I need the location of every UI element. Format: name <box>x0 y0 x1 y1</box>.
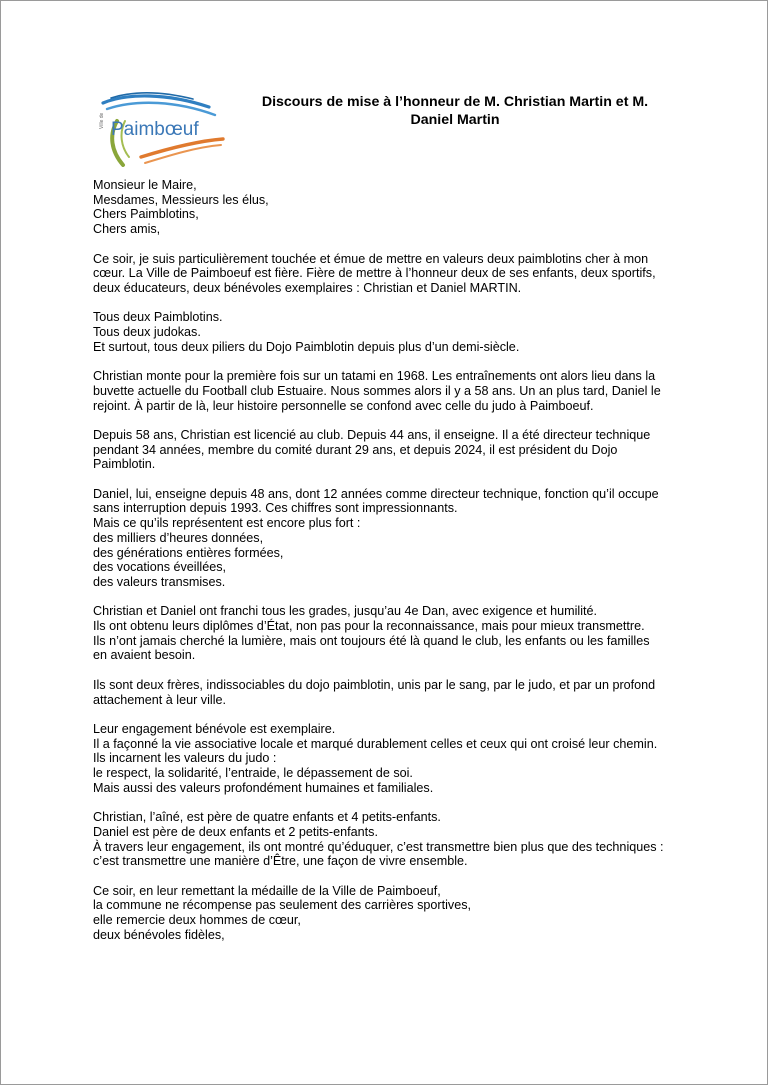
paragraph-intro <box>93 252 693 296</box>
text-line: Chers Paimblotins, <box>93 207 199 222</box>
page-title <box>233 94 677 129</box>
title-line-1: Discours de mise à l’honneur de M. Christian Martin et M. <box>261 94 649 110</box>
text-line: rejoint. À partir de là, leur histoire personnelle se confond avec celle du judo à Paimboeuf. <box>93 398 594 413</box>
text-line: Leur engagement bénévole est exemplaire. <box>93 721 336 736</box>
text-line: Mais aussi des valeurs profondément humaines et familiales. <box>93 780 434 795</box>
paragraph-family <box>93 810 693 869</box>
text-line: buvette actuelle du Football club Estuaire. Nous sommes alors il y a 58 ans. Un an plus tard, Daniel le <box>93 383 661 398</box>
paimboeuf-logo <box>97 91 227 167</box>
text-line: Ils n’ont jamais cherché la lumière, mais ont toujours été là quand le club, les enfants ou les familles <box>93 633 650 648</box>
paragraph-christian <box>93 428 693 472</box>
text-line: des générations entières formées, <box>93 545 284 560</box>
text-line: cœur. La Ville de Paimboeuf est fière. Fière de mettre à l’honneur deux de ses enfants, deux sportifs, <box>93 266 656 281</box>
paragraph-grades <box>93 604 693 663</box>
text-line: pendant 34 années, membre du comité durant 29 ans, et depuis 2024, il est président du Dojo <box>93 442 618 457</box>
text-line: Christian et Daniel ont franchi tous les grades, jusqu’au 4e Dan, avec exigence et humilité. <box>93 604 598 619</box>
text-line: Et surtout, tous deux piliers du Dojo Paimblotin depuis plus d’un demi-siècle. <box>93 339 520 354</box>
paragraph-brothers <box>93 678 693 707</box>
text-line: Mais ce qu’ils représentent est encore plus fort : <box>93 516 361 531</box>
text-line: c’est transmettre une manière d’Être, une façon de vivre ensemble. <box>93 854 468 869</box>
text-line: elle remercie deux hommes de cœur, <box>93 913 301 927</box>
text-line: Il a façonné la vie associative locale et marqué durablement celles et ceux qui ont croisé leur chemin. <box>93 736 658 751</box>
text-line: attachement à leur ville. <box>93 692 227 707</box>
text-line: des milliers d’heures données, <box>93 530 264 545</box>
text-line: Tous deux judokas. <box>93 325 201 339</box>
text-line: Chers amis, <box>93 222 161 237</box>
text-line: Ils sont deux frères, indissociables du dojo paimblotin, unis par le sang, par le judo, et par un profond <box>93 677 656 692</box>
text-line: la commune ne récompense pas seulement des carrières sportives, <box>93 898 471 913</box>
text-line: Ils incarnent les valeurs du judo : <box>93 751 277 766</box>
text-line: le respect, la solidarité, l’entraide, le dépassement de soi. <box>93 766 413 780</box>
logo-wordmark: Paimbœuf <box>111 119 199 140</box>
paragraph-history <box>93 369 693 413</box>
text-line: Ce soir, je suis particulièrement touchée et émue de mettre en valeurs deux paimblotins cher à mon <box>93 251 649 266</box>
text-line: des vocations éveillées, <box>93 560 227 575</box>
text-line: Paimblotin. <box>93 457 156 472</box>
paragraph-medal <box>93 884 693 943</box>
text-line: Daniel, lui, enseigne depuis 48 ans, dont 12 années comme directeur technique, fonction qu’il occupe <box>93 486 659 501</box>
title-line-2: Daniel Martin <box>410 111 500 128</box>
text-line: deux éducateurs, deux bénévoles exemplaires : Christian et Daniel MARTIN. <box>93 280 522 295</box>
text-line: Tous deux Paimblotins. <box>93 310 223 325</box>
speech-body <box>93 178 693 942</box>
text-line: Christian monte pour la première fois sur un tatami en 1968. Les entraînements ont alors lieu dans la <box>93 369 656 384</box>
text-line: en avaient besoin. <box>93 648 196 663</box>
text-line: des valeurs transmises. <box>93 574 226 589</box>
text-line: Daniel est père de deux enfants et 2 petits-enfants. <box>93 824 378 839</box>
text-line: Monsieur le Maire, <box>93 178 197 192</box>
svg-text:Ville de: Ville de <box>99 112 105 129</box>
text-line: Christian, l’aîné, est père de quatre enfants et 4 petits-enfants. <box>93 810 441 825</box>
text-line: Depuis 58 ans, Christian est licencié au club. Depuis 44 ans, il enseigne. Il a été directeur technique <box>93 427 651 442</box>
text-line: sans interruption depuis 1993. Ces chiffres sont impressionnants. <box>93 501 458 516</box>
text-line: Mesdames, Messieurs les élus, <box>93 192 269 207</box>
text-line: À travers leur engagement, ils ont montré qu’éduquer, c’est transmettre bien plus que des techniques : <box>93 839 664 854</box>
paragraph-daniel <box>93 487 693 590</box>
text-line: Ce soir, en leur remettant la médaille de la Ville de Paimboeuf, <box>93 883 441 898</box>
paragraph-greetings <box>93 178 693 237</box>
text-line: Ils ont obtenu leurs diplômes d’État, non pas pour la reconnaissance, mais pour mieux transmettre. <box>93 619 645 633</box>
paragraph-engagement <box>93 722 693 796</box>
paimboeuf-logo-graphic <box>97 91 227 167</box>
paragraph-judokas <box>93 310 693 354</box>
text-line: deux bénévoles fidèles, <box>93 927 225 942</box>
